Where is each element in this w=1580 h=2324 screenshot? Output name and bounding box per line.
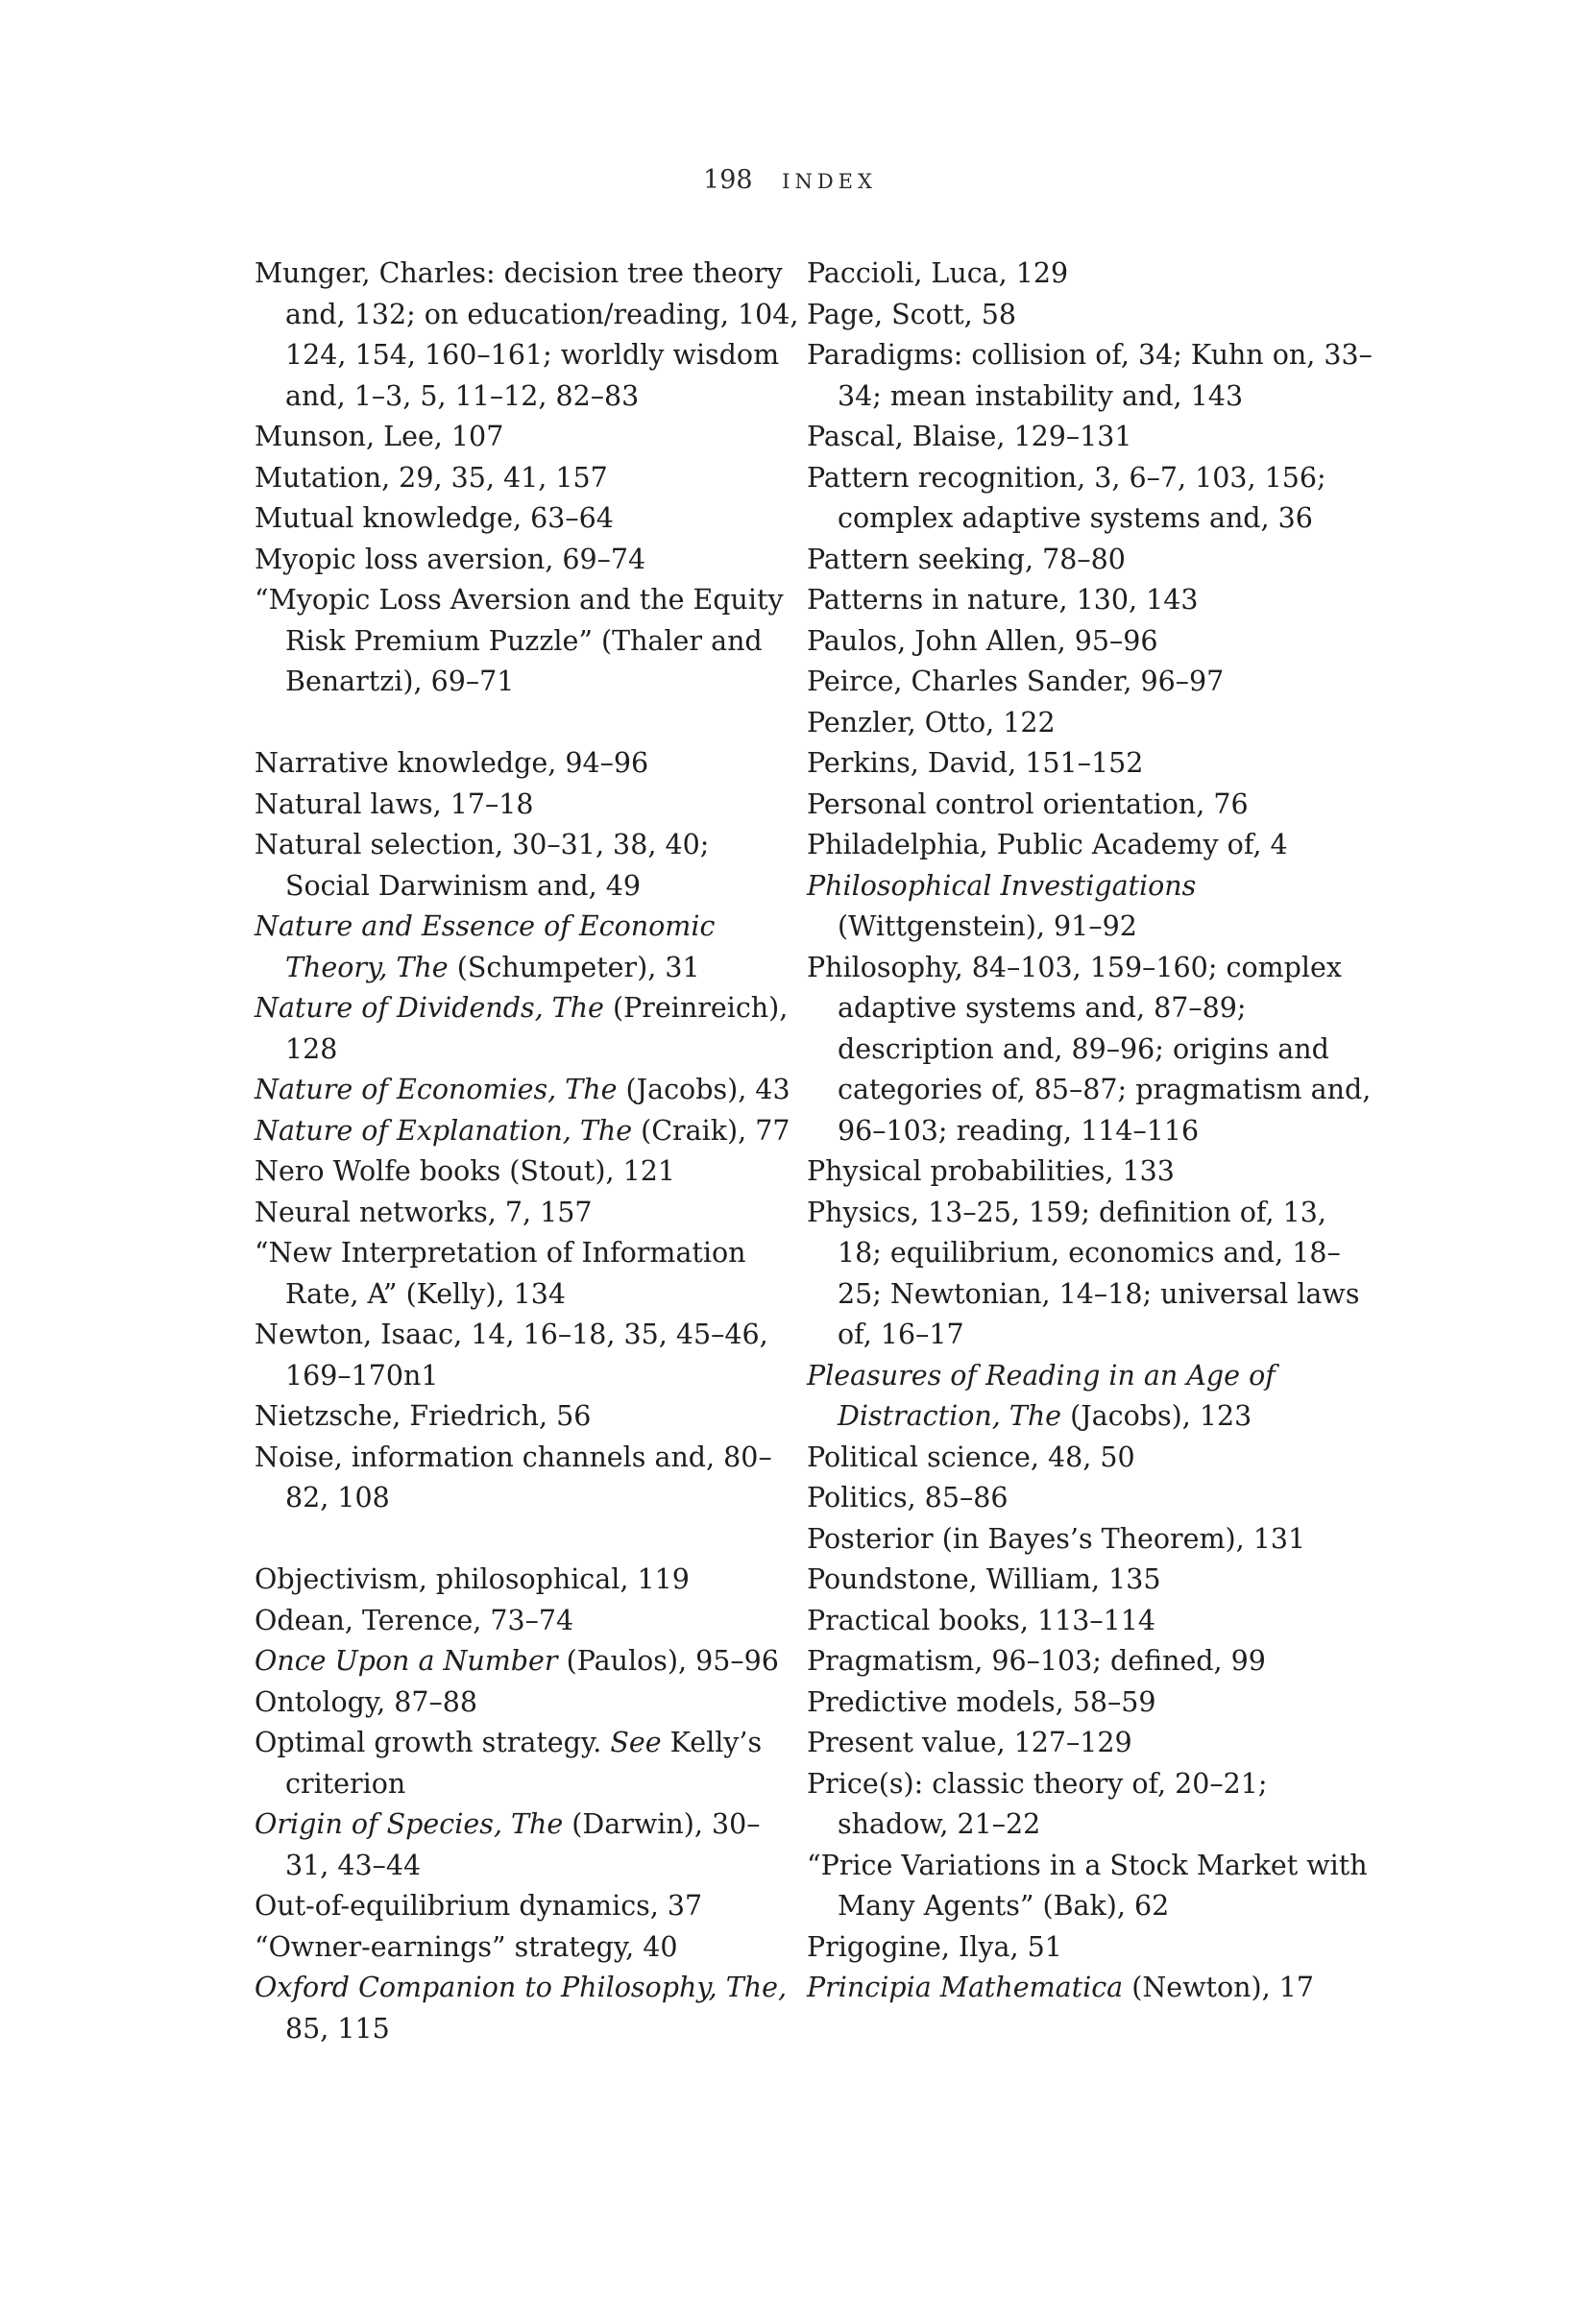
index-entry bbox=[255, 1560, 802, 1601]
index-entry bbox=[807, 1968, 1373, 2009]
index-entry-text: Pattern recognition, 3, 6–7, 103, 156; complex adaptive systems and, 36 bbox=[807, 461, 1326, 534]
index-entry bbox=[255, 1151, 802, 1193]
index-entry-text: Neural networks, 7, 157 bbox=[255, 1196, 593, 1228]
index-entry-text: Predictive models, 58–59 bbox=[807, 1685, 1156, 1718]
index-entry bbox=[807, 1356, 1373, 1438]
index-entry bbox=[255, 458, 802, 499]
index-entry-text: Posterior (in Bayes’s Theorem), 131 bbox=[807, 1522, 1306, 1555]
index-entry bbox=[807, 295, 1373, 336]
index-entry-text: Nature of Explanation, The bbox=[255, 1114, 633, 1147]
index-entry-text: Paulos, John Allen, 95–96 bbox=[807, 624, 1158, 657]
index-entry bbox=[255, 785, 802, 826]
index-entry-text: 85, 115 bbox=[285, 2012, 390, 2045]
running-title: INDEX bbox=[782, 170, 877, 193]
index-entry-text: Penzler, Otto, 122 bbox=[807, 706, 1056, 738]
index-entry-text: Nietzsche, Friedrich, 56 bbox=[255, 1400, 592, 1432]
index-entry-text: See bbox=[610, 1727, 662, 1758]
index-entry-text: Poundstone, William, 135 bbox=[807, 1563, 1161, 1595]
index-entry-text: Politics, 85–86 bbox=[807, 1482, 1009, 1513]
index-entry-text: Odean, Terence, 73–74 bbox=[255, 1604, 574, 1636]
index-entry-text: Ontology, 87–88 bbox=[255, 1685, 478, 1718]
letter-section-gap bbox=[255, 703, 802, 744]
index-entry bbox=[255, 1682, 802, 1724]
index-entry-text: Peirce, Charles Sander, 96–97 bbox=[807, 666, 1225, 697]
index-entry-text: Personal control orientation, 76 bbox=[807, 787, 1249, 820]
index-entry-text: “Price Variations in a Stock Market with Many Agents” (Bak), 62 bbox=[807, 1849, 1368, 1922]
index-entry-text: Paradigms: collision of, 34; Kuhn on, 33–34; mean instability and, 143 bbox=[807, 339, 1373, 412]
index-entry-text: Mutual knowledge, 63–64 bbox=[255, 502, 614, 534]
index-entry-text: Out-of-equilibrium dynamics, 37 bbox=[255, 1890, 703, 1922]
index-entry bbox=[807, 1641, 1373, 1682]
index-entry bbox=[807, 621, 1373, 663]
page-number: 198 bbox=[703, 165, 753, 195]
index-entry-text: Narrative knowledge, 94–96 bbox=[255, 747, 649, 779]
index-entry bbox=[807, 1519, 1373, 1561]
index-entry-text: Practical books, 113–114 bbox=[807, 1604, 1156, 1636]
index-entry bbox=[255, 1233, 802, 1315]
index-entry-text: Natural selection, 30–31, 38, 40; Social Darwinism and, 49 bbox=[255, 829, 710, 902]
index-entry-text: Physical probabilities, 133 bbox=[807, 1155, 1175, 1187]
index-entry bbox=[807, 1764, 1373, 1846]
index-entry-text: Optimal growth strategy. bbox=[255, 1727, 611, 1758]
index-entry-text: Prigogine, Ilya, 51 bbox=[807, 1930, 1062, 1963]
index-entry-text: Pattern seeking, 78–80 bbox=[807, 543, 1126, 575]
index-entry bbox=[807, 743, 1373, 785]
index-entry bbox=[255, 1601, 802, 1642]
index-entry bbox=[255, 1438, 802, 1519]
index-entry-text: (Craik), 77 bbox=[632, 1114, 790, 1147]
index-entry bbox=[255, 1396, 802, 1438]
index-entry bbox=[807, 1193, 1373, 1356]
index-entry bbox=[255, 988, 802, 1070]
index-entry bbox=[255, 498, 802, 540]
index-entry-text: Kelly’s criterion bbox=[285, 1727, 763, 1800]
index-entry bbox=[255, 417, 802, 458]
index-entry-text: Once Upon a Number bbox=[255, 1645, 558, 1677]
index-entry bbox=[807, 580, 1373, 621]
index-entry-text: Philosophical Investigations bbox=[807, 869, 1197, 902]
index-entry bbox=[807, 948, 1373, 1152]
index-entry bbox=[255, 1723, 802, 1804]
index-entry-text: Page, Scott, 58 bbox=[807, 298, 1017, 330]
index-entry-text: (Jacobs), 123 bbox=[1061, 1400, 1252, 1432]
index-entry-text: Myopic loss aversion, 69–74 bbox=[255, 543, 646, 575]
index-entry bbox=[807, 1723, 1373, 1764]
index-entry-text: Munson, Lee, 107 bbox=[255, 421, 504, 452]
letter-section-gap bbox=[255, 1519, 802, 1561]
index-entry bbox=[807, 254, 1373, 295]
index-entry bbox=[807, 1601, 1373, 1642]
index-entry bbox=[807, 825, 1373, 866]
index-entry-text: Pascal, Blaise, 129–131 bbox=[807, 421, 1132, 452]
index-entry-text: Price(s): classic theory of, 20–21; shadow, 21–22 bbox=[807, 1767, 1268, 1840]
index-entry bbox=[255, 1886, 802, 1927]
index-entry-text: “Owner-earnings” strategy, 40 bbox=[255, 1930, 678, 1963]
index-column-right bbox=[807, 254, 1373, 2009]
index-entry bbox=[807, 1682, 1373, 1724]
index-entry-text: Oxford Companion to Philosophy, The, bbox=[255, 1972, 788, 2003]
index-entry bbox=[255, 580, 802, 703]
index-entry-text: Nature and Essence of Economic Theory, The bbox=[255, 910, 716, 983]
index-entry-text: (Newton), 17 bbox=[1123, 1972, 1315, 2003]
index-entry-text: Nature of Dividends, The bbox=[255, 992, 604, 1024]
index-entry bbox=[807, 662, 1373, 703]
index-entry bbox=[807, 1478, 1373, 1519]
index-entry bbox=[807, 866, 1373, 948]
index-entry bbox=[255, 254, 802, 417]
index-entry bbox=[255, 1804, 802, 1886]
index-entry-text: Philadelphia, Public Academy of, 4 bbox=[807, 829, 1288, 860]
index-entry bbox=[807, 785, 1373, 826]
index-entry bbox=[807, 1151, 1373, 1193]
index-entry-text: Mutation, 29, 35, 41, 157 bbox=[255, 461, 608, 494]
index-entry-text: Physics, 13–25, 159; definition of, 13, 18; equilibrium, economics and, 18–25; Newtonian, 14–18; universal laws of, 16–17 bbox=[807, 1196, 1360, 1350]
index-entry bbox=[807, 1438, 1373, 1479]
index-entry-text: (Wittgenstein), 91–92 bbox=[838, 910, 1137, 942]
index-entry-text: Perkins, David, 151–152 bbox=[807, 747, 1144, 779]
index-entry-text: Nero Wolfe books (Stout), 121 bbox=[255, 1155, 675, 1187]
index-entry bbox=[807, 1846, 1373, 1927]
index-entry bbox=[255, 1968, 802, 2049]
index-entry bbox=[255, 907, 802, 988]
index-entry-text: “New Interpretation of Information Rate, A” (Kelly), 134 bbox=[255, 1237, 746, 1310]
index-entry-text: Pragmatism, 96–103; defined, 99 bbox=[807, 1645, 1266, 1677]
index-entry bbox=[807, 540, 1373, 581]
index-entry-text: Political science, 48, 50 bbox=[807, 1440, 1135, 1473]
index-entry-text: Paccioli, Luca, 129 bbox=[807, 257, 1069, 289]
index-entry-text: Pleasures of Reading in an Age of Distraction, The bbox=[807, 1359, 1276, 1432]
index-entry bbox=[255, 743, 802, 785]
index-entry-text: Nature of Economies, The bbox=[255, 1074, 618, 1105]
index-entry bbox=[255, 540, 802, 581]
index-entry-text: Origin of Species, The bbox=[255, 1808, 564, 1840]
index-entry bbox=[807, 703, 1373, 744]
index-entry-text: (Preinreich), 128 bbox=[285, 992, 789, 1065]
index-entry bbox=[255, 1111, 802, 1152]
index-entry-text: Noise, information channels and, 80–82, 108 bbox=[255, 1440, 772, 1513]
index-entry bbox=[255, 1641, 802, 1682]
index-entry-text: Objectivism, philosophical, 119 bbox=[255, 1563, 690, 1595]
index-entry-text: Munger, Charles: decision tree theory and, 132; on education/reading, 104, 124, 154, 160–161; worldly wisdom and, 1–3, 5, 11–12, 82–83 bbox=[255, 257, 799, 412]
index-entry-text: Newton, Isaac, 14, 16–18, 35, 45–46, 169–170n1 bbox=[255, 1319, 768, 1392]
index-column-left bbox=[255, 254, 802, 2049]
index-entry-text: “Myopic Loss Aversion and the Equity Risk Premium Puzzle” (Thaler and Benartzi), 69–71 bbox=[255, 584, 784, 697]
index-entry-text: (Darwin), 30–31, 43–44 bbox=[285, 1808, 761, 1881]
running-header bbox=[0, 163, 1580, 199]
index-entry-text: Philosophy, 84–103, 159–160; complex adaptive systems and, 87–89; description and, 89–96; origins and categories of, 85–87; pragmatism and, 96–103; reading, 114–116 bbox=[807, 951, 1372, 1147]
index-entry bbox=[807, 335, 1373, 417]
index-entry bbox=[807, 417, 1373, 458]
index-entry bbox=[255, 825, 802, 907]
index-entry-text: (Paulos), 95–96 bbox=[557, 1645, 779, 1677]
index-entry-text: (Schumpeter), 31 bbox=[448, 951, 700, 983]
index-entry-text: Principia Mathematica bbox=[807, 1972, 1124, 2003]
index-entry bbox=[807, 458, 1373, 540]
index-entry bbox=[255, 1927, 802, 1969]
index-entry-text: Natural laws, 17–18 bbox=[255, 787, 534, 820]
index-entry-text: (Jacobs), 43 bbox=[617, 1074, 790, 1105]
index-entry-text: Present value, 127–129 bbox=[807, 1727, 1132, 1758]
index-entry bbox=[255, 1193, 802, 1234]
index-entry bbox=[255, 1070, 802, 1111]
index-entry bbox=[255, 1315, 802, 1396]
index-entry-text: Patterns in nature, 130, 143 bbox=[807, 584, 1199, 616]
index-entry bbox=[807, 1560, 1373, 1601]
index-entry bbox=[807, 1927, 1373, 1969]
